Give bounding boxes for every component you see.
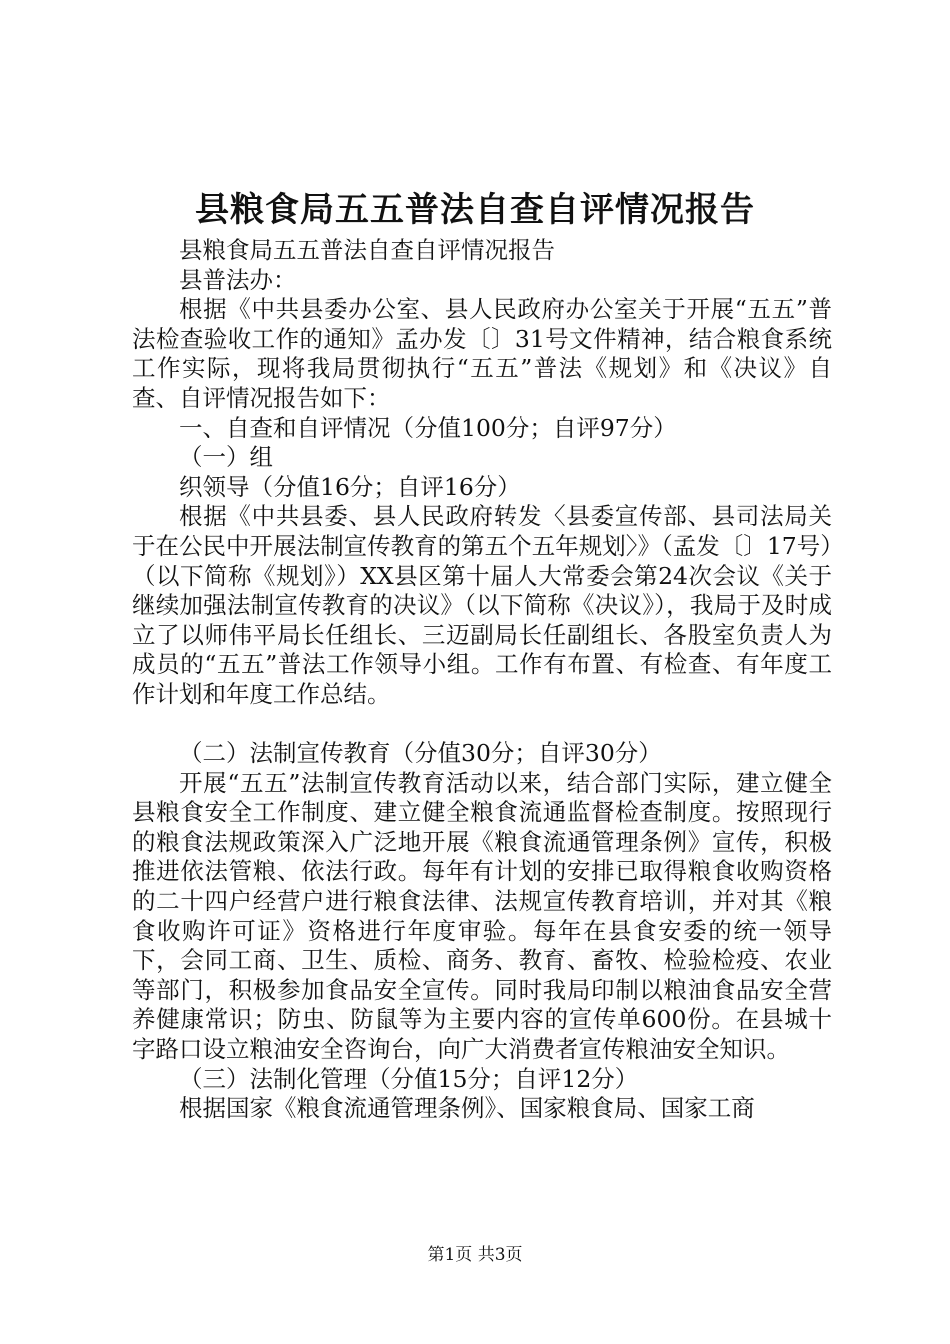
page-number: 第1页 共3页 [427, 1245, 523, 1265]
subsection-heading-1a: （一）组 [179, 443, 273, 472]
paragraph-management: 根据国家《粮食流通管理条例》、国家粮食局、国家工商 [179, 1094, 755, 1123]
subsection-heading-1b: 织领导（分值16分；自评16分） [179, 472, 521, 501]
paragraph-subtitle: 县粮食局五五普法自查自评情况报告 [179, 236, 555, 264]
section-heading-1: 一、自查和自评情况（分值100分；自评97分） [179, 413, 677, 442]
paragraph-education: 开展“五五”法制宣传教育活动以来，结合部门实际，建立健全县粮食安全工作制度、建立健全粮食流通监督检查制度。按照现行的粮食法规政策深入广泛地开展《粮食流通管理条例》宣传，积极推进依法管粮、依法行政。每年有计划的安排已取得粮食收购资格的二十四户经营户进行粮食法律、法规宣传教育培训，并对其《粮食收购许可证》资格进行年度审验。每年在县食安委的统一领导下，会同工商、卫生、质检、商务、教育、畜牧、检验检疫、农业等部门，积极参加食品安全宣传。同时我局印制以粮油食品安全营养健康常识；防虫、防鼠等为主要内容的宣传单600份。在县城十字路口设立粮油安全咨询台，向广大消费者宣传粮油安全知识。 [132, 768, 832, 1064]
subsection-heading-2: （二）法制宣传教育（分值30分；自评30分） [179, 739, 662, 768]
document-body [132, 236, 832, 1124]
subsection-heading-3: （三）法制化管理（分值15分；自评12分） [179, 1064, 639, 1093]
document-title: 县粮食局五五普法自查自评情况报告 [195, 190, 755, 230]
paragraph-intro: 根据《中共县委办公室、县人民政府办公室关于开展“五五”普法检查验收工作的通知》孟办发〔〕31号文件精神，结合粮食系统工作实际，现将我局贯彻执行“五五”普法《规划》和《决议》自查、自评情况报告如下： [132, 295, 832, 412]
paragraph-leadership: 根据《中共县委、县人民政府转发〈县委宣传部、县司法局关于在公民中开展法制宣传教育的第五个五年规划〉》（孟发〔〕17号）（以下简称《规划》）XX县区第十届人大常委会第24次会议《关于继续加强法制宣传教育的决议》（以下简称《决议》），我局于及时成立了以师伟平局长任组长、三迈副局长任副组长、各股室负责人为成员的“五五”普法工作领导小组。工作有布置、有检查、有年度工作计划和年度工作总结。 [132, 502, 832, 708]
paragraph-addressee: 县普法办： [179, 265, 297, 294]
